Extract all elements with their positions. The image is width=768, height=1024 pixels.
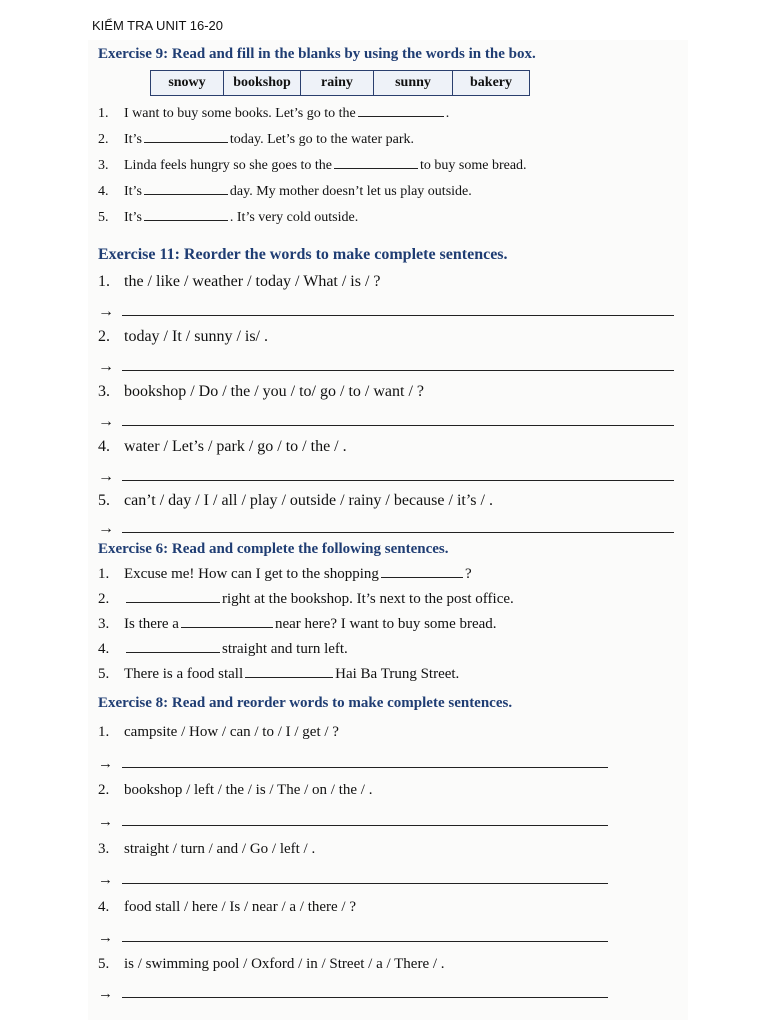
item-text-after: right at the bookshop. It’s next to the post office. — [222, 591, 514, 607]
ex11-item-2 — [98, 328, 268, 346]
arrow-icon: → — [98, 872, 113, 888]
ex11-answer-row — [98, 468, 674, 486]
ex8-answer-row — [98, 814, 608, 831]
ex6-item-2 — [98, 591, 514, 608]
item-text: today / It / sunny / is/ . — [124, 328, 268, 345]
answer-line[interactable] — [122, 824, 608, 826]
item-text-before: Excuse me! How can I get to the shopping — [124, 566, 379, 582]
fill-blank[interactable] — [181, 626, 273, 628]
item-text-after: Hai Ba Trung Street. — [335, 666, 460, 682]
arrow-icon: → — [98, 468, 114, 485]
word-box-cell: bookshop — [224, 71, 301, 95]
fill-blank[interactable] — [144, 141, 228, 143]
item-number: 5. — [98, 666, 110, 682]
item-text-after: day. My mother doesn’t let us play outside. — [229, 184, 472, 199]
item-number: 4. — [98, 438, 110, 455]
word-box — [150, 70, 530, 96]
item-number: 3. — [98, 616, 110, 632]
item-text: the / like / weather / today / What / is / ? — [124, 273, 381, 290]
answer-line[interactable] — [122, 882, 608, 884]
fill-blank[interactable] — [358, 115, 444, 117]
fill-blank[interactable] — [334, 167, 418, 169]
word-box-cell: snowy — [151, 71, 224, 95]
item-number: 1. — [98, 106, 109, 121]
ex11-answer-row — [98, 520, 674, 538]
fill-blank[interactable] — [381, 576, 463, 578]
ex8-item-5 — [98, 956, 445, 973]
item-text-after: today. Let’s go to the water park. — [229, 132, 415, 147]
exercise-9-heading: Exercise 9: Read and fill in the blanks by using the words in the box. — [98, 46, 536, 62]
item-text: bookshop / Do / the / you / to/ go / to / want / ? — [124, 383, 424, 400]
ex11-item-5 — [98, 492, 493, 510]
item-text: bookshop / left / the / is / The / on / the / . — [124, 782, 373, 798]
ex9-item-3 — [98, 158, 527, 174]
item-number: 2. — [98, 782, 110, 798]
item-text: straight / turn / and / Go / left / . — [124, 841, 316, 857]
item-number: 2. — [98, 328, 110, 345]
exercise-8-heading: Exercise 8: Read and reorder words to make complete sentences. — [98, 695, 513, 711]
answer-line[interactable] — [122, 996, 608, 998]
fill-blank[interactable] — [144, 193, 228, 195]
ex11-answer-row — [98, 358, 674, 376]
item-text-after: near here? I want to buy some bread. — [274, 616, 497, 632]
exercise-6-heading: Exercise 6: Read and complete the following sentences. — [98, 541, 449, 557]
answer-line[interactable] — [122, 479, 674, 481]
ex9-item-2 — [98, 132, 414, 148]
answer-line[interactable] — [122, 531, 674, 533]
item-text-after: straight and turn left. — [222, 641, 348, 657]
item-text-after: to buy some bread. — [420, 158, 527, 173]
ex9-item-5 — [98, 210, 358, 226]
fill-blank[interactable] — [144, 219, 228, 221]
ex6-item-3 — [98, 616, 497, 633]
arrow-icon: → — [98, 413, 114, 430]
item-number: 4. — [98, 641, 110, 657]
ex11-answer-row — [98, 303, 674, 321]
arrow-icon: → — [98, 814, 113, 830]
item-number: 5. — [98, 492, 110, 509]
item-number: 5. — [98, 956, 110, 972]
ex11-item-1 — [98, 273, 381, 291]
item-number: 2. — [98, 132, 109, 147]
answer-line[interactable] — [122, 424, 674, 426]
item-text-after: . It’s very cold outside. — [229, 210, 359, 225]
item-text-before: It’s — [124, 132, 142, 147]
item-number: 1. — [98, 724, 110, 740]
item-text: is / swimming pool / Oxford / in / Street / a / There / . — [124, 956, 445, 972]
word-box-cell: rainy — [301, 71, 374, 95]
ex8-answer-row — [98, 930, 608, 947]
fill-blank[interactable] — [126, 651, 220, 653]
ex11-item-3 — [98, 383, 424, 401]
fill-blank[interactable] — [126, 601, 220, 603]
item-text-after: . — [445, 106, 450, 121]
item-text-before: It’s — [124, 184, 142, 199]
item-number: 3. — [98, 383, 110, 400]
item-text-before: It’s — [124, 210, 142, 225]
item-text: water / Let’s / park / go / to / the / . — [124, 438, 347, 455]
ex8-item-1 — [98, 724, 339, 741]
arrow-icon: → — [98, 930, 113, 946]
arrow-icon: → — [98, 520, 114, 537]
item-number: 2. — [98, 591, 110, 607]
ex8-item-4 — [98, 899, 356, 916]
ex6-item-1 — [98, 566, 472, 583]
answer-line[interactable] — [122, 369, 674, 371]
answer-line[interactable] — [122, 766, 608, 768]
item-number: 3. — [98, 158, 109, 173]
fill-blank[interactable] — [245, 676, 333, 678]
ex8-answer-row — [98, 872, 608, 889]
item-text-before: Is there a — [124, 616, 179, 632]
ex9-item-4 — [98, 184, 472, 200]
word-box-cell: sunny — [374, 71, 453, 95]
ex8-item-2 — [98, 782, 372, 799]
ex6-item-5 — [98, 666, 459, 683]
ex11-answer-row — [98, 413, 674, 431]
arrow-icon: → — [98, 303, 114, 320]
document-title: KIỂM TRA UNIT 16-20 — [92, 18, 224, 33]
answer-line[interactable] — [122, 940, 608, 942]
ex9-item-1 — [98, 106, 449, 122]
item-number: 1. — [98, 273, 110, 290]
ex8-answer-row — [98, 756, 608, 773]
item-number: 3. — [98, 841, 110, 857]
item-text-before: Linda feels hungry so she goes to the — [124, 158, 333, 173]
exercise-11-heading: Exercise 11: Reorder the words to make complete sentences. — [98, 246, 508, 263]
item-number: 4. — [98, 184, 109, 199]
ex8-item-3 — [98, 841, 315, 858]
item-text: food stall / here / Is / near / a / there / ? — [124, 899, 356, 915]
item-text-before: I want to buy some books. Let’s go to the — [124, 106, 356, 121]
item-number: 5. — [98, 210, 109, 225]
ex6-item-4 — [98, 641, 348, 658]
item-text-before: There is a food stall — [124, 666, 244, 682]
ex8-answer-row — [98, 986, 608, 1003]
ex11-item-4 — [98, 438, 347, 456]
item-number: 4. — [98, 899, 110, 915]
item-number: 1. — [98, 566, 110, 582]
item-text-after: ? — [464, 566, 472, 582]
item-text: can’t / day / I / all / play / outside / rainy / because / it’s / . — [124, 492, 493, 509]
arrow-icon: → — [98, 756, 113, 772]
word-box-cell: bakery — [470, 75, 512, 90]
answer-line[interactable] — [122, 314, 674, 316]
arrow-icon: → — [98, 358, 114, 375]
item-text: campsite / How / can / to / I / get / ? — [124, 724, 339, 740]
arrow-icon: → — [98, 986, 113, 1002]
